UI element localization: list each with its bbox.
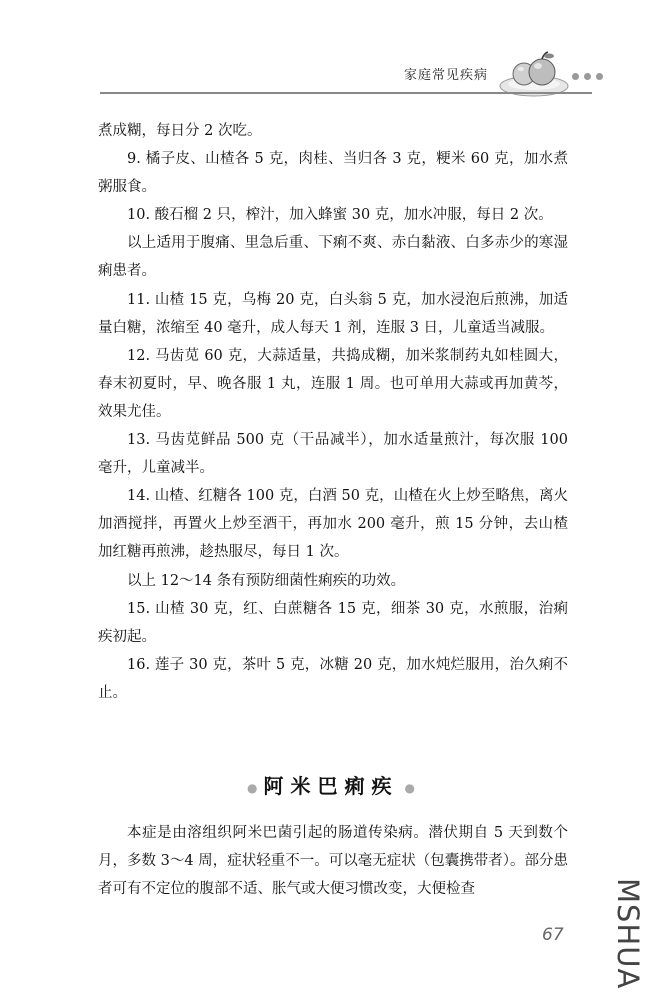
section-heading-text: 阿米巴痢疾 bbox=[263, 774, 399, 798]
page-header bbox=[0, 0, 662, 115]
section-heading bbox=[0, 770, 662, 799]
remedy-9: 9. 橘子皮、山楂各 5 克，肉桂、当归各 3 克，粳米 60 克，加水煮粥服食。 bbox=[98, 151, 568, 196]
remedy-13: 13. 马齿苋鲜品 500 克（干品减半），加水适量煎汁，每次服 100 毫升，儿童减半。 bbox=[98, 432, 568, 477]
note-prevention: 以上 12～14 条有预防细菌性痢疾的功效。 bbox=[127, 572, 406, 589]
section-body bbox=[98, 819, 568, 904]
fruit-plate-icon bbox=[498, 48, 570, 98]
remedy-10: 10. 酸石榴 2 只，榨汁，加入蜂蜜 30 克，加水冲服，每日 2 次。 bbox=[127, 207, 553, 224]
page-number: 67 bbox=[542, 925, 564, 945]
section-intro: 本症是由溶组织阿米巴菌引起的肠道传染病。潜伏期自 5 天到数个月，多数 3～4 周，症状轻重不一。可以毫无症状（包囊携带者）。部分患者可有不定位的腹部不适、胀气或大便习惯改变，大便检查 bbox=[98, 825, 568, 898]
remedy-15: 15. 山楂 30 克，红、白蔗糖各 15 克，细茶 30 克，水煎服，治痢疾初起。 bbox=[98, 600, 568, 645]
heading-dot-left: ● bbox=[247, 780, 258, 795]
remedy-12: 12. 马齿苋 60 克，大蒜适量，共捣成糊，加米浆制药丸如桂圆大，春末初夏时，早、晚各服 1 丸，连服 1 周。也可单用大蒜或再加黄芩，效果尤佳。 bbox=[98, 347, 568, 420]
paragraph-continuation: 煮成糊，每日分 2 次吃。 bbox=[98, 123, 262, 139]
remedy-16: 16. 莲子 30 克，茶叶 5 克，冰糖 20 克，加水炖烂服用，治久痢不止。 bbox=[98, 656, 568, 701]
note-cold-damp-dysentery: 以上适用于腹痛、里急后重、下痢不爽、赤白黏液、白多赤少的寒湿痢患者。 bbox=[98, 235, 568, 280]
heading-dot-right: ● bbox=[404, 780, 415, 795]
watermark: MSHUA bbox=[611, 878, 645, 990]
header-decoration-dots bbox=[572, 73, 603, 80]
running-header-title: 家庭常见疾病 bbox=[404, 68, 489, 83]
remedy-list bbox=[98, 117, 568, 707]
remedy-14: 14. 山楂、红糖各 100 克，白酒 50 克，山楂在火上炒至略焦，离火加酒搅拌，再置火上炒至酒干，再加水 200 毫升，煎 15 分钟，去山楂加红糖再煎沸，趁热服尽，每日 1 次。 bbox=[98, 488, 568, 561]
remedy-11: 11. 山楂 15 克，乌梅 20 克，白头翁 5 克，加水浸泡后煎沸，加适量白糖，浓缩至 40 毫升，成人每天 1 剂，连服 3 日，儿童适当减服。 bbox=[98, 291, 568, 336]
header-rule bbox=[100, 92, 592, 94]
